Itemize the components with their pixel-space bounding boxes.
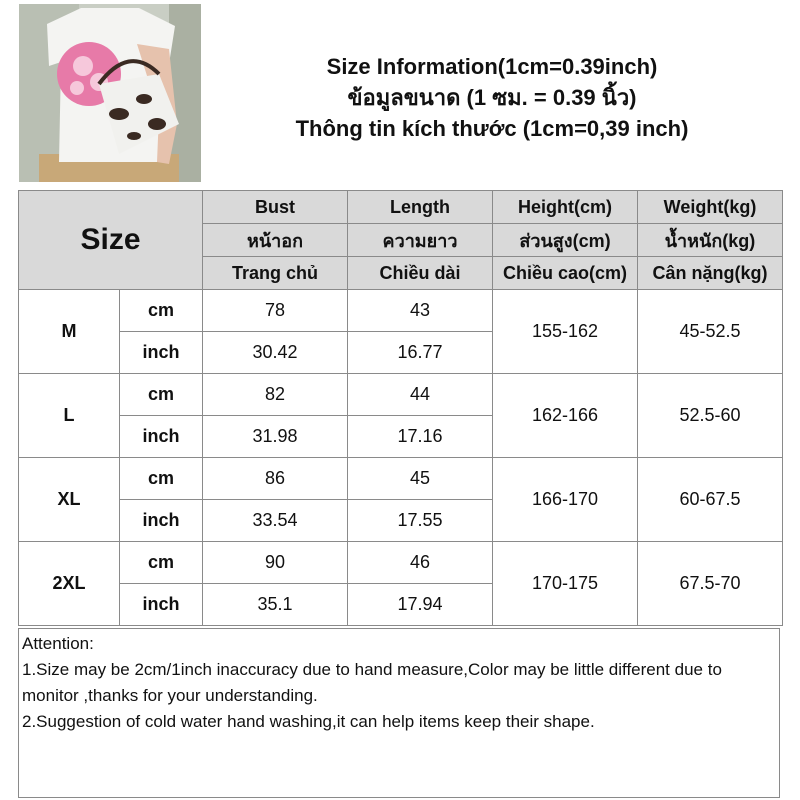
col-bust-vi: Trang chủ bbox=[203, 257, 348, 290]
bust-cm: 82 bbox=[203, 374, 348, 416]
height-range: 170-175 bbox=[493, 542, 638, 626]
header-line-th: ข้อมูลขนาด (1 ซม. = 0.39 นิ้ว) bbox=[347, 84, 637, 110]
col-height-en: Height(cm) bbox=[493, 191, 638, 224]
header-line-vi: Thông tin kích thước (1cm=0,39 inch) bbox=[295, 115, 689, 141]
size-table bbox=[18, 190, 783, 626]
col-length-en: Length bbox=[348, 191, 493, 224]
length-inch: 17.16 bbox=[348, 416, 493, 458]
size-label: 2XL bbox=[19, 542, 120, 626]
unit-inch: inch bbox=[120, 416, 203, 458]
unit-cm: cm bbox=[120, 542, 203, 584]
length-inch: 16.77 bbox=[348, 332, 493, 374]
table-row bbox=[19, 374, 783, 416]
col-bust-th: หน้าอก bbox=[203, 224, 348, 257]
tshirt-illustration bbox=[19, 4, 201, 182]
bust-inch: 31.98 bbox=[203, 416, 348, 458]
size-label: XL bbox=[19, 458, 120, 542]
col-weight-en: Weight(kg) bbox=[638, 191, 783, 224]
bust-inch: 35.1 bbox=[203, 584, 348, 626]
product-photo bbox=[19, 4, 201, 182]
unit-inch: inch bbox=[120, 584, 203, 626]
col-weight-th: น้ำหนัก(kg) bbox=[638, 224, 783, 257]
unit-inch: inch bbox=[120, 500, 203, 542]
col-weight-vi: Cân nặng(kg) bbox=[638, 257, 783, 290]
length-cm: 43 bbox=[348, 290, 493, 332]
length-cm: 45 bbox=[348, 458, 493, 500]
length-cm: 46 bbox=[348, 542, 493, 584]
length-inch: 17.94 bbox=[348, 584, 493, 626]
attention-note-1: 1.Size may be 2cm/1inch inaccuracy due to hand measure,Color may be little different due to monitor ,thanks for your understanding. bbox=[22, 660, 722, 705]
header-line-en: Size Information(1cm=0.39inch) bbox=[326, 53, 658, 79]
height-range: 155-162 bbox=[493, 290, 638, 374]
col-height-vi: Chiều cao(cm) bbox=[493, 257, 638, 290]
length-cm: 44 bbox=[348, 374, 493, 416]
height-range: 166-170 bbox=[493, 458, 638, 542]
col-bust-en: Bust bbox=[203, 191, 348, 224]
unit-cm: cm bbox=[120, 290, 203, 332]
unit-cm: cm bbox=[120, 458, 203, 500]
bust-inch: 33.54 bbox=[203, 500, 348, 542]
size-label: M bbox=[19, 290, 120, 374]
bust-cm: 78 bbox=[203, 290, 348, 332]
size-label: L bbox=[19, 374, 120, 458]
col-height-th: ส่วนสูง(cm) bbox=[493, 224, 638, 257]
weight-range: 52.5-60 bbox=[638, 374, 783, 458]
table-row bbox=[19, 458, 783, 500]
size-header: Size bbox=[19, 191, 203, 290]
length-inch: 17.55 bbox=[348, 500, 493, 542]
size-info-header bbox=[202, 4, 782, 190]
bust-cm: 90 bbox=[203, 542, 348, 584]
attention-box bbox=[18, 628, 780, 798]
height-range: 162-166 bbox=[493, 374, 638, 458]
unit-inch: inch bbox=[120, 332, 203, 374]
weight-range: 60-67.5 bbox=[638, 458, 783, 542]
bust-inch: 30.42 bbox=[203, 332, 348, 374]
table-row bbox=[19, 290, 783, 332]
table-row bbox=[19, 542, 783, 584]
attention-note-2: 2.Suggestion of cold water hand washing,it can help items keep their shape. bbox=[22, 712, 595, 731]
unit-cm: cm bbox=[120, 374, 203, 416]
weight-range: 45-52.5 bbox=[638, 290, 783, 374]
attention-title: Attention: bbox=[22, 634, 94, 653]
weight-range: 67.5-70 bbox=[638, 542, 783, 626]
col-length-vi: Chiều dài bbox=[348, 257, 493, 290]
col-length-th: ความยาว bbox=[348, 224, 493, 257]
bust-cm: 86 bbox=[203, 458, 348, 500]
